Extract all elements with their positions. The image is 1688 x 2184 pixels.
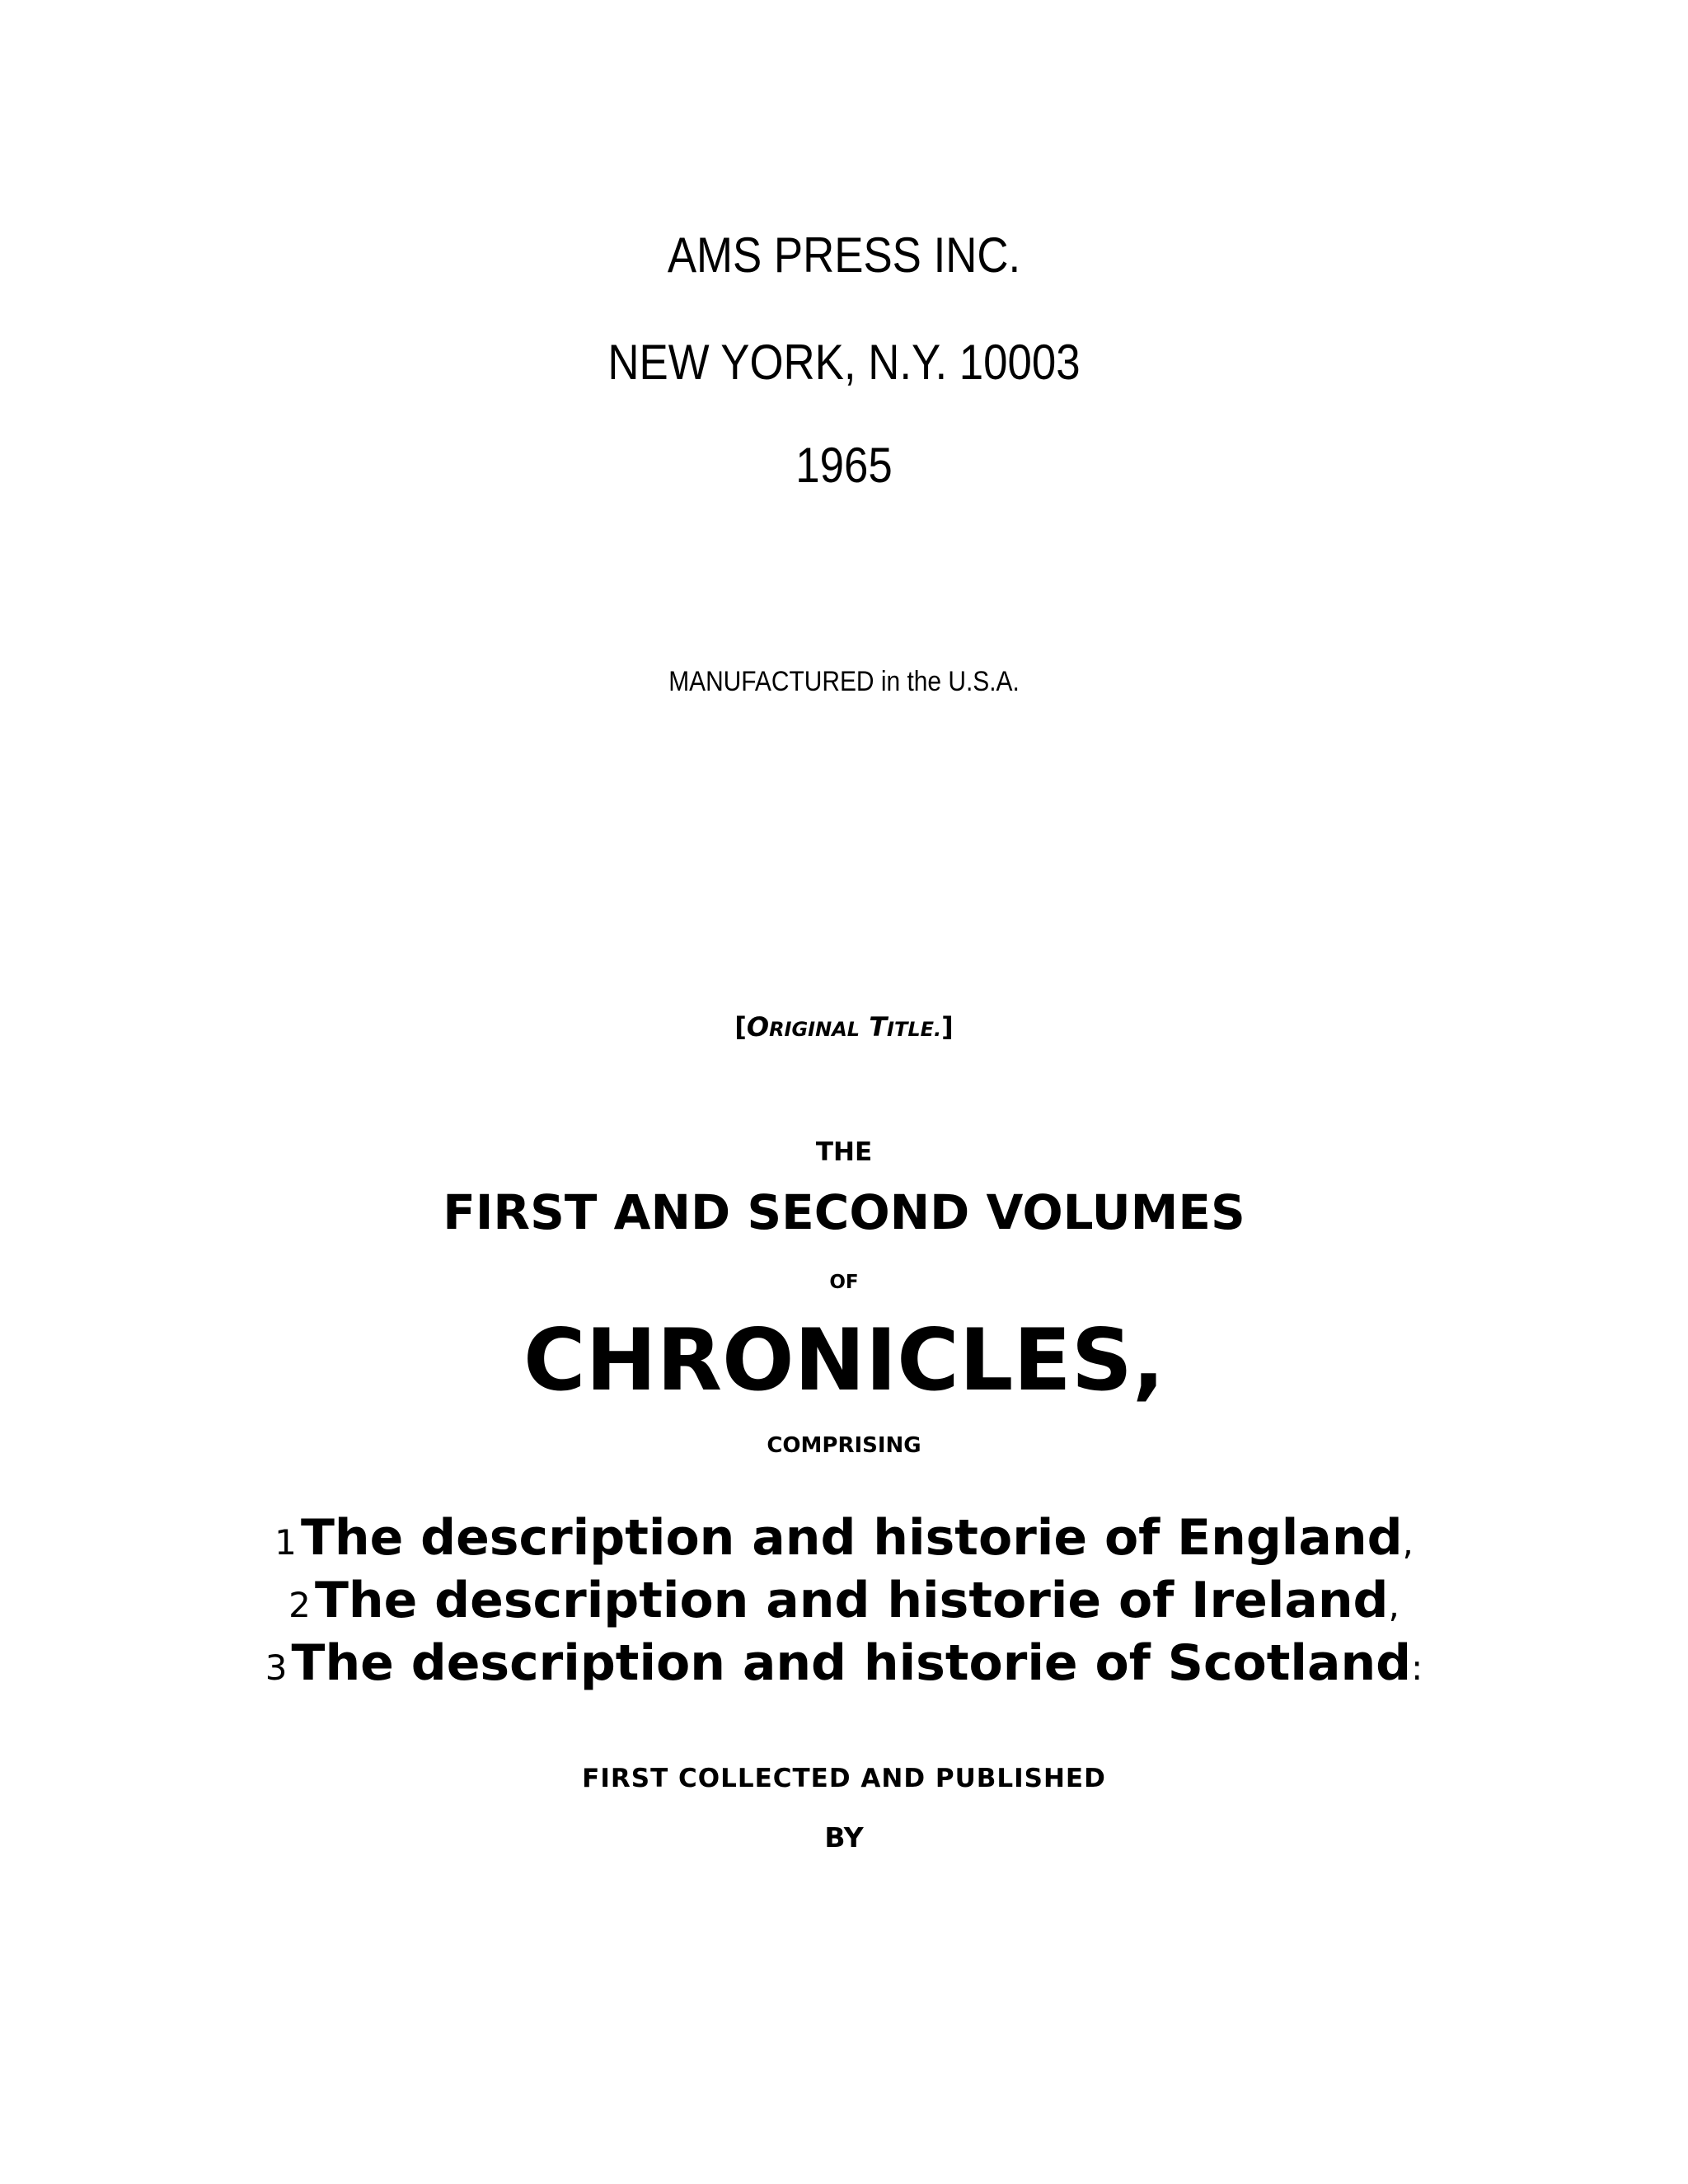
contents-item	[0, 1572, 1688, 1629]
title-chronicles: CHRONICLES,	[523, 1311, 1165, 1410]
publisher-name: AMS PRESS INC.	[667, 227, 1021, 283]
title-the: THE	[815, 1137, 873, 1167]
item-text: The description and historie of England	[300, 1509, 1403, 1567]
publication-year: 1965	[795, 438, 893, 493]
item-number: 2	[288, 1585, 311, 1625]
bracket-open: [	[734, 1011, 747, 1043]
manufactured-note: MANUFACTURED in the U.S.A.	[668, 666, 1020, 697]
title-comprising: COMPRISING	[767, 1433, 921, 1458]
title-volumes: FIRST AND SECOND VOLUMES	[443, 1184, 1245, 1240]
item-number: 1	[274, 1522, 297, 1563]
item-text: The description and historie of Ireland	[314, 1572, 1389, 1629]
original-title-label	[0, 1011, 1688, 1043]
original-title-text: ORIGINAL TITLE.	[746, 1011, 942, 1043]
item-punctuation: ,	[1402, 1522, 1414, 1563]
bracket-close: ]	[941, 1011, 954, 1043]
title-of: OF	[829, 1272, 859, 1293]
publisher-address: NEW YORK, N.Y. 10003	[607, 335, 1081, 390]
item-punctuation: ,	[1388, 1585, 1400, 1625]
collected-published: FIRST COLLECTED AND PUBLISHED	[582, 1764, 1106, 1793]
contents-item	[0, 1634, 1688, 1692]
item-number: 3	[265, 1647, 288, 1688]
item-punctuation: :	[1411, 1647, 1423, 1688]
title-by: BY	[824, 1821, 864, 1854]
contents-item	[0, 1509, 1688, 1567]
item-text: The description and historie of Scotland	[291, 1634, 1412, 1692]
